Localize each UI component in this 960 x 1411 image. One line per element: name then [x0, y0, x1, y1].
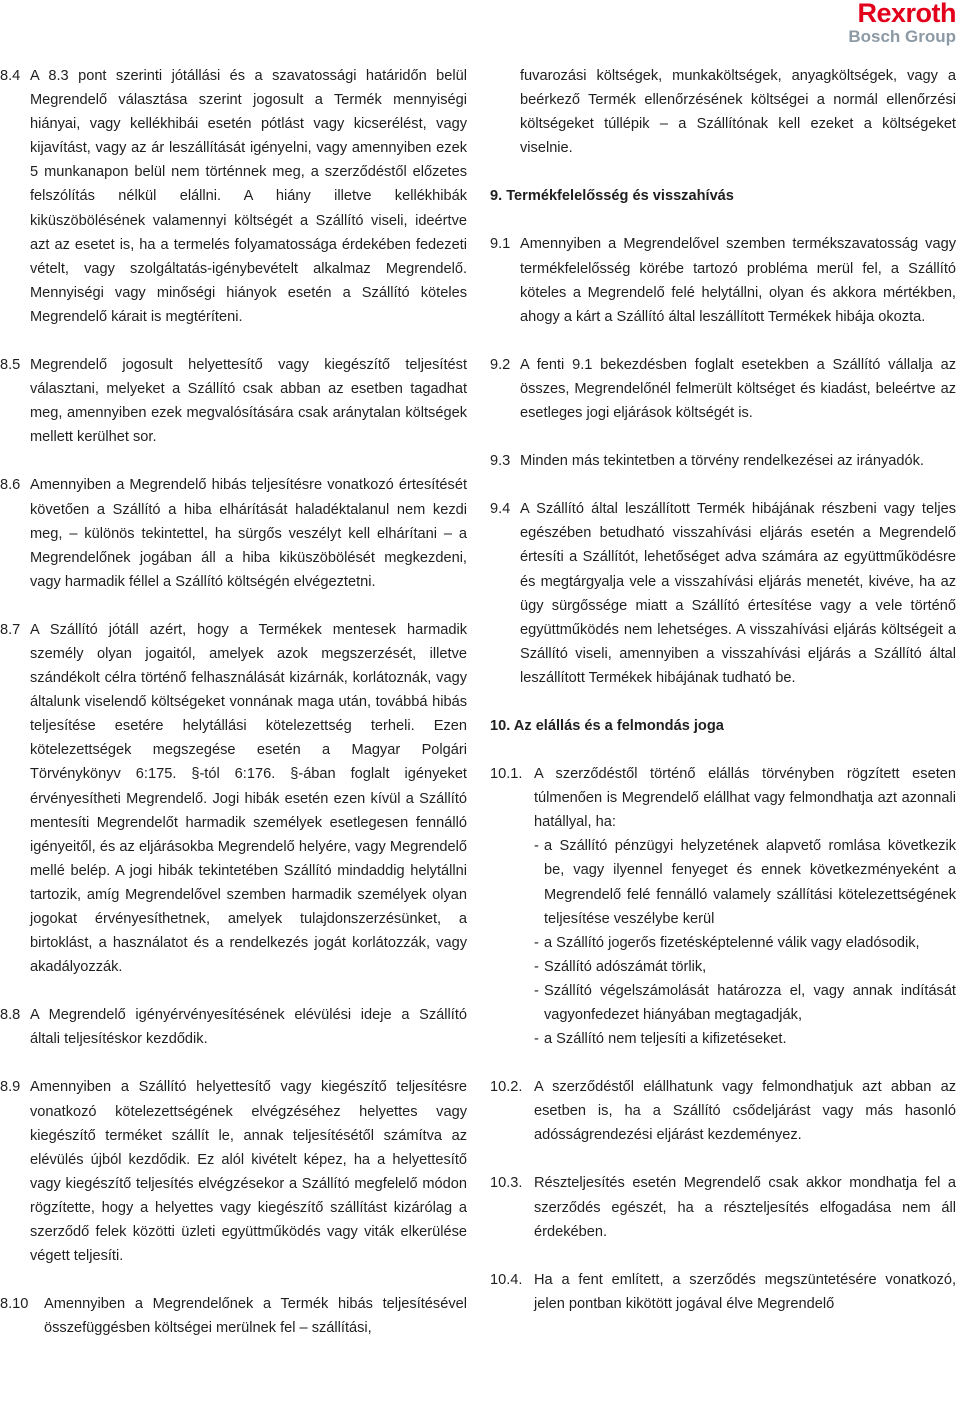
section-8-10-continued	[490, 64, 956, 160]
section-number: 8.10	[0, 1296, 29, 1313]
section-8-4	[0, 64, 467, 329]
section-text: A 8.3 pont szerinti jótállási és a szavatossági határidőn belül Megrendelő választása szerint jogosult a Termék mennyiségi hiányai, vagy kellékhibái esetén pótlást vagy kicserélést, vagy kijavítást, vagy az ár leszállítását igényelni, vagy amennyiben ezek 5 munkanapon belül nem történnek meg, a szerződéstől előzetes felszólítás nélkül elállni. A hiány illetve kellékhibák kiküszöbölésének valamennyi költségét a Szállító viseli, ideértve azt az esetet is, ha a termelés folyamatossága érdekében fedezeti vételt, vagy szolgáltatás-igénybevételt alkalmaz Megrendelő. Mennyiségi vagy minőségi hiányok esetén a Szállító köteles Megrendelő kárait is megtéríteni.	[30, 68, 467, 325]
list-dash: -	[534, 838, 539, 855]
section-number: 9.1	[490, 236, 511, 253]
section-text: fuvarozási költségek, munkaköltségek, anyagköltségek, vagy a beérkező Termék ellenőrzésének költségei a normál ellenőrzési költségeket túllépik – a Szállítónak kell ezeket a költségeket viselnie.	[520, 68, 956, 157]
section-text: A Szállító jótáll azért, hogy a Termékek mentesek harmadik személy olyan jogaitól, amelyek azok megszerzését, illetve szándékolt célra történő felhasználását kizárnák, korlátoznák, vagy általunk viselendő költségeket vonnának maga után, továbbá hibás teljesítése esetére helytállási kötelezettség terheli. Ezen kötelezettségek megszegése esetén a Magyar Polgári Törvénykönyv 6:175. §-tól 6:176. §-ában foglalt igényeket érvényesítheti Megrendelő. Jogi hibák esetén ezen kívül a Szállító mentesíti Megrendelőt harmadik személyek esetlegesen fennálló igényeitől, és az eljárásokba Megrendelő helyére, vagy Megrendelő mellé belép. A jogi hibák tekintetében Szállító mindaddig helytállni tartozik, amíg Megrendelővel szemben harmadik személyek olyan jogokat érvényesíthetnek, amelyek tulajdonszerzésünket, a birtoklást, a használatot és a rendelkezés jogát korlátozzák, vagy akadályozzák.	[30, 621, 467, 976]
list-item-text: a Szállító pénzügyi helyzetének alapvető romlása következik be, vagy ilyennel fenyeget és ennek következményeként a Megrendelő felé fennálló valamely szállítási kötelezettségének teljesítése veszélybe kerül	[544, 838, 956, 927]
section-9-1	[490, 232, 956, 328]
section-number: 8.6	[0, 477, 21, 494]
section-text: A Megrendelő igényérvényesítésének elévülési ideje a Szállító általi teljesítéskor kezdődik.	[30, 1007, 467, 1048]
section-8-5	[0, 353, 467, 449]
list-dash: -	[534, 958, 539, 975]
section-10-4	[490, 1268, 956, 1316]
section-8-7	[0, 618, 467, 979]
list-dash: -	[534, 1031, 539, 1048]
section-number: 8.7	[0, 621, 21, 638]
section-number: 9.3	[490, 453, 511, 470]
list-item	[534, 1027, 956, 1051]
section-9-4	[490, 497, 956, 690]
section-number: 9.4	[490, 501, 511, 518]
section-text: A szerződéstől elállhatunk vagy felmondhatjuk azt abban az esetben is, ha a Szállító csődeljárást vagy más hasonló adósságrendezési eljárást kezdeményez.	[534, 1079, 956, 1144]
section-text: Amennyiben a Szállító helyettesítő vagy kiegészítő teljesítésre vonatkozó kötelezettségének elvégzéséhez helyettes vagy kiegészítő terméket szállít le, annak teljesítésétől számítva az elévülés újból kezdődik. Ez alól kivételt képez, ha a helyettesítő vagy kiegészítő teljesítés elvégzésekor a Szállító megfelelő módon rögzítette, hogy a helyettes vagy kiegészítő szállítást kizárólag a szerződő felek közötti üzleti együttműködés vagy viták elkerülése végett teljesíti.	[30, 1079, 467, 1265]
list-item-text: Szállító végelszámolását határozza el, vagy annak indítását vagyonfedezet hiányában megtagadják,	[544, 982, 956, 1023]
section-number: 10.4.	[490, 1271, 523, 1288]
list-item	[534, 931, 956, 955]
list-dash: -	[534, 982, 539, 999]
list-item-text: Szállító adószámát törlik,	[544, 958, 707, 975]
logo-group: Bosch Group	[848, 27, 956, 46]
termination-conditions-list	[534, 834, 956, 1051]
section-number: 8.4	[0, 68, 21, 84]
section-number: 10.2.	[490, 1079, 523, 1096]
section-8-8	[0, 1003, 467, 1051]
section-text: Amennyiben a Megrendelővel szemben termékszavatosság vagy termékfelelősség körébe tartozó probléma merül fel, a Szállító köteles a Megrendelő felé helytállni, olyan és akkora mértékben, ahogy a kárt a Szállító által leszállított Termékek hibája okozta.	[520, 236, 956, 325]
section-text: A Szállító által leszállított Termék hibájának részbeni vagy teljes egészében betudható visszahívási eljárás esetén a Megrendelő értesíti a Szállítót, lehetőséget adva számára az együttműködésre és megtárgyalja vele a visszahívási eljárás menetét, kivéve, ha az ügy sürgőssége miatt a Szállító értesítése vagy a vele történő együttműködés nem lehetséges. A visszahívási eljárás költségeit a Szállító viseli, amennyiben a visszahívási eljárás a Szállító által leszállított Termékek hibájának tudható be.	[520, 501, 956, 686]
section-text: Részteljesítés esetén Megrendelő csak akkor mondhatja fel a szerződés egészét, ha a részteljesítés elfogadása nem áll érdekében.	[534, 1175, 956, 1240]
list-item	[534, 834, 956, 930]
section-number: 9.2	[490, 356, 511, 373]
list-dash: -	[534, 934, 539, 951]
section-10-2	[490, 1075, 956, 1147]
section-8-6	[0, 473, 467, 593]
section-number: 8.9	[0, 1079, 21, 1096]
section-text: Ha a fent említett, a szerződés megszüntetésére vonatkozó, jelen pontban kikötött jogával élve Megrendelő	[534, 1271, 956, 1312]
section-8-10	[0, 1292, 467, 1340]
list-item-text: a Szállító nem teljesíti a kifizetéseket.	[544, 1031, 787, 1048]
section-9-2	[490, 353, 956, 425]
section-10-1	[490, 762, 956, 1051]
list-item	[534, 979, 956, 1027]
left-column	[0, 64, 467, 1364]
section-number: 8.8	[0, 1007, 21, 1024]
right-column	[490, 64, 956, 1340]
logo-brand: Rexroth	[857, 0, 956, 28]
section-text: Megrendelő jogosult helyettesítő vagy kiegészítő teljesítést választani, melyeket a Szállító csak abban az esetben tagadhat meg, amennyiben ezek megvalósítására csak aránytalan költségek mellett kerülhet sor.	[30, 357, 467, 446]
section-text: A fenti 9.1 bekezdésben foglalt esetekben a Szállító vállalja az összes, Megrendelőnél felmerült költséget és kiadást, beleértve az esetleges jogi eljárások költségét is.	[520, 356, 956, 422]
section-text: Amennyiben a Megrendelő hibás teljesítésre vonatkozó értesítését követően a Szállító a hiba elhárítását haladéktalanul nem kezdi meg, – különös tekintettel, ha sürgős veszélyt kell elhárítani – a Megrendelőnek jogában áll a hiba kiküszöbölését megkezdeni, vagy harmadik féllel a Szállító költségén elvégeztetni.	[30, 477, 467, 590]
rexroth-logo	[848, 0, 956, 46]
section-10-3	[490, 1171, 956, 1243]
section-number: 10.1.	[490, 766, 523, 783]
section-text: Amennyiben a Megrendelőnek a Termék hibás teljesítésével összefüggésben költségei merülnek fel – szállítási,	[44, 1296, 467, 1337]
list-item	[534, 955, 956, 979]
heading-section-10: 10. Az elállás és a felmondás joga	[490, 717, 724, 734]
section-8-9	[0, 1075, 467, 1268]
section-number: 10.3.	[490, 1175, 523, 1192]
section-number: 8.5	[0, 357, 21, 374]
heading-section-9: 9. Termékfelelősség és visszahívás	[490, 188, 734, 205]
section-text: A szerződéstől történő elállás törvényben rögzített eseten túlmenően is Megrendelő elállhat vagy felmondhatja azt azonnali hatállyal, ha:	[534, 766, 956, 831]
section-text: Minden más tekintetben a törvény rendelkezései az irányadók.	[520, 453, 924, 470]
section-9-3	[490, 449, 956, 473]
list-item-text: a Szállító jogerős fizetésképtelenné válik vagy eladósodik,	[544, 934, 920, 951]
